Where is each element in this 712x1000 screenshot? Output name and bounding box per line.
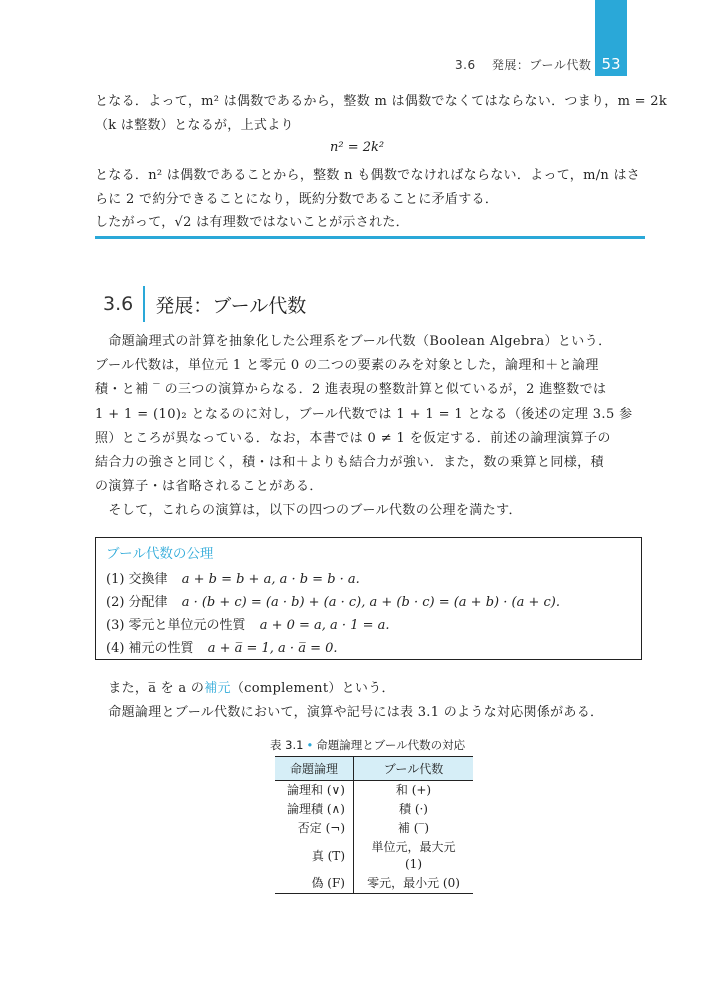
correspondence-table (275, 756, 473, 894)
table-cell: 積 (·) (399, 802, 428, 816)
axiom-item (106, 591, 560, 610)
table-row (275, 838, 473, 874)
proof-line-3: となる．n² は偶数であることから，整数 n も偶数でなければならない．よって，m/n はさ (95, 168, 641, 183)
proof-equation: n² = 2k² (330, 140, 385, 155)
axiom-formula: a + a̅ = 1, a · a̅ = 0. (207, 641, 338, 656)
axiom-label: (3) 零元と単位元の性質 (106, 618, 246, 633)
body-line: 積・と補 ‾ の三つの演算からなる．2 進表現の整数計算と似ているが，2 進整数では (95, 382, 607, 398)
body-line: ブール代数は，単位元 1 と零元 0 の二つの要素のみを対象とした，論理和＋と論理 (95, 358, 599, 374)
page-number-tab (595, 0, 627, 76)
table-row (275, 819, 473, 838)
table-cell: 和 (+) (395, 783, 432, 797)
complement-sentence (95, 677, 655, 701)
axiom-item (106, 614, 390, 633)
body-line: 結合力の強さと同じく，積・は和＋よりも結合力が強い．また，数の乗算と同様，積 (95, 455, 604, 471)
table-row (275, 800, 473, 819)
proof-line-2: （k は整数）となるが，上式より (95, 118, 294, 133)
axiom-label: (1) 交換律 (106, 572, 168, 587)
axiom-formula: a + 0 = a, a · 1 = a. (259, 618, 390, 633)
table-caption (270, 737, 465, 753)
axiom-label: (2) 分配律 (106, 595, 168, 610)
table-header: ブール代数 (354, 757, 474, 781)
table-cell: 真 (T) (275, 838, 354, 874)
axioms-heading: ブール代数の公理 (106, 546, 214, 562)
body-line: そして，これらの演算は，以下の四つのブール代数の公理を満たす． (95, 503, 522, 519)
running-head (455, 56, 591, 73)
table-caption-text: 命題論理とブール代数の対応 (316, 738, 466, 752)
section-title: 発展：ブール代数 (155, 294, 307, 317)
table-cell: 零元，最小元 (0) (354, 874, 474, 894)
running-head-title: 発展：ブール代数 (491, 58, 592, 72)
complement-post: （complement）という． (230, 681, 395, 696)
section-heading (103, 288, 306, 320)
table-cell: 否定 (¬) (275, 819, 354, 838)
section-body (95, 330, 647, 524)
body-line: 1 + 1 = (10)₂ となるのに対し，ブール代数では 1 + 1 = 1 となる（後述の定理 3.5 参 (95, 406, 633, 422)
axiom-item (106, 637, 338, 656)
proof-line-4: らに 2 で約分できることになり，既約分数であることに矛盾する． (95, 192, 499, 207)
caption-bullet: • (306, 738, 314, 752)
table-header: 命題論理 (275, 757, 354, 781)
table-row (275, 874, 473, 894)
table-cell: 単位元，最大元 (1) (371, 840, 456, 871)
page-number: 53 (601, 55, 621, 73)
proof-line-5: したがって，√2 は有理数ではないことが示された． (95, 215, 409, 230)
section-number: 3.6 (103, 293, 134, 315)
table-cell: 偽 (F) (275, 874, 354, 894)
table-caption-label: 表 3.1 (270, 738, 304, 752)
table-cell: 論理和 (∨) (275, 781, 354, 801)
body-line: 照）ところが異なっている．なお，本書では 0 ≠ 1 を仮定する．前述の論理演算子の (95, 430, 611, 446)
proof-line-1: となる．よって，m² は偶数であるから，整数 m は偶数でなくてはならない．つまり，m = 2k (95, 94, 668, 109)
axiom-formula: a + b = b + a, a · b = b · a. (181, 572, 360, 587)
correspondence-sentence: 命題論理とブール代数において，演算や記号には表 3.1 のような対応関係がある． (95, 705, 604, 720)
axioms-box (95, 537, 642, 660)
table-cell: 論理積 (∧) (275, 800, 354, 819)
running-head-section: 3.6 (455, 58, 476, 72)
axiom-formula: a · (b + c) = (a · b) + (a · c), a + (b · c) = (a + b) · (a + c). (181, 595, 560, 610)
axiom-item (106, 568, 360, 587)
table-header-row (275, 757, 473, 781)
body-line: 命題論理式の計算を抽象化した公理系をブール代数（Boolean Algebra）という． (95, 334, 612, 349)
complement-term: 補元 (204, 681, 231, 696)
section-divider (143, 286, 145, 322)
complement-pre: また，a̅ を a の (95, 681, 205, 696)
body-line: の演算子・は省略されることがある． (95, 479, 323, 495)
table-row (275, 781, 473, 801)
axiom-label: (4) 補元の性質 (106, 641, 194, 656)
table-cell: 補 (‾) (397, 821, 430, 835)
proof-end-rule (95, 236, 645, 239)
